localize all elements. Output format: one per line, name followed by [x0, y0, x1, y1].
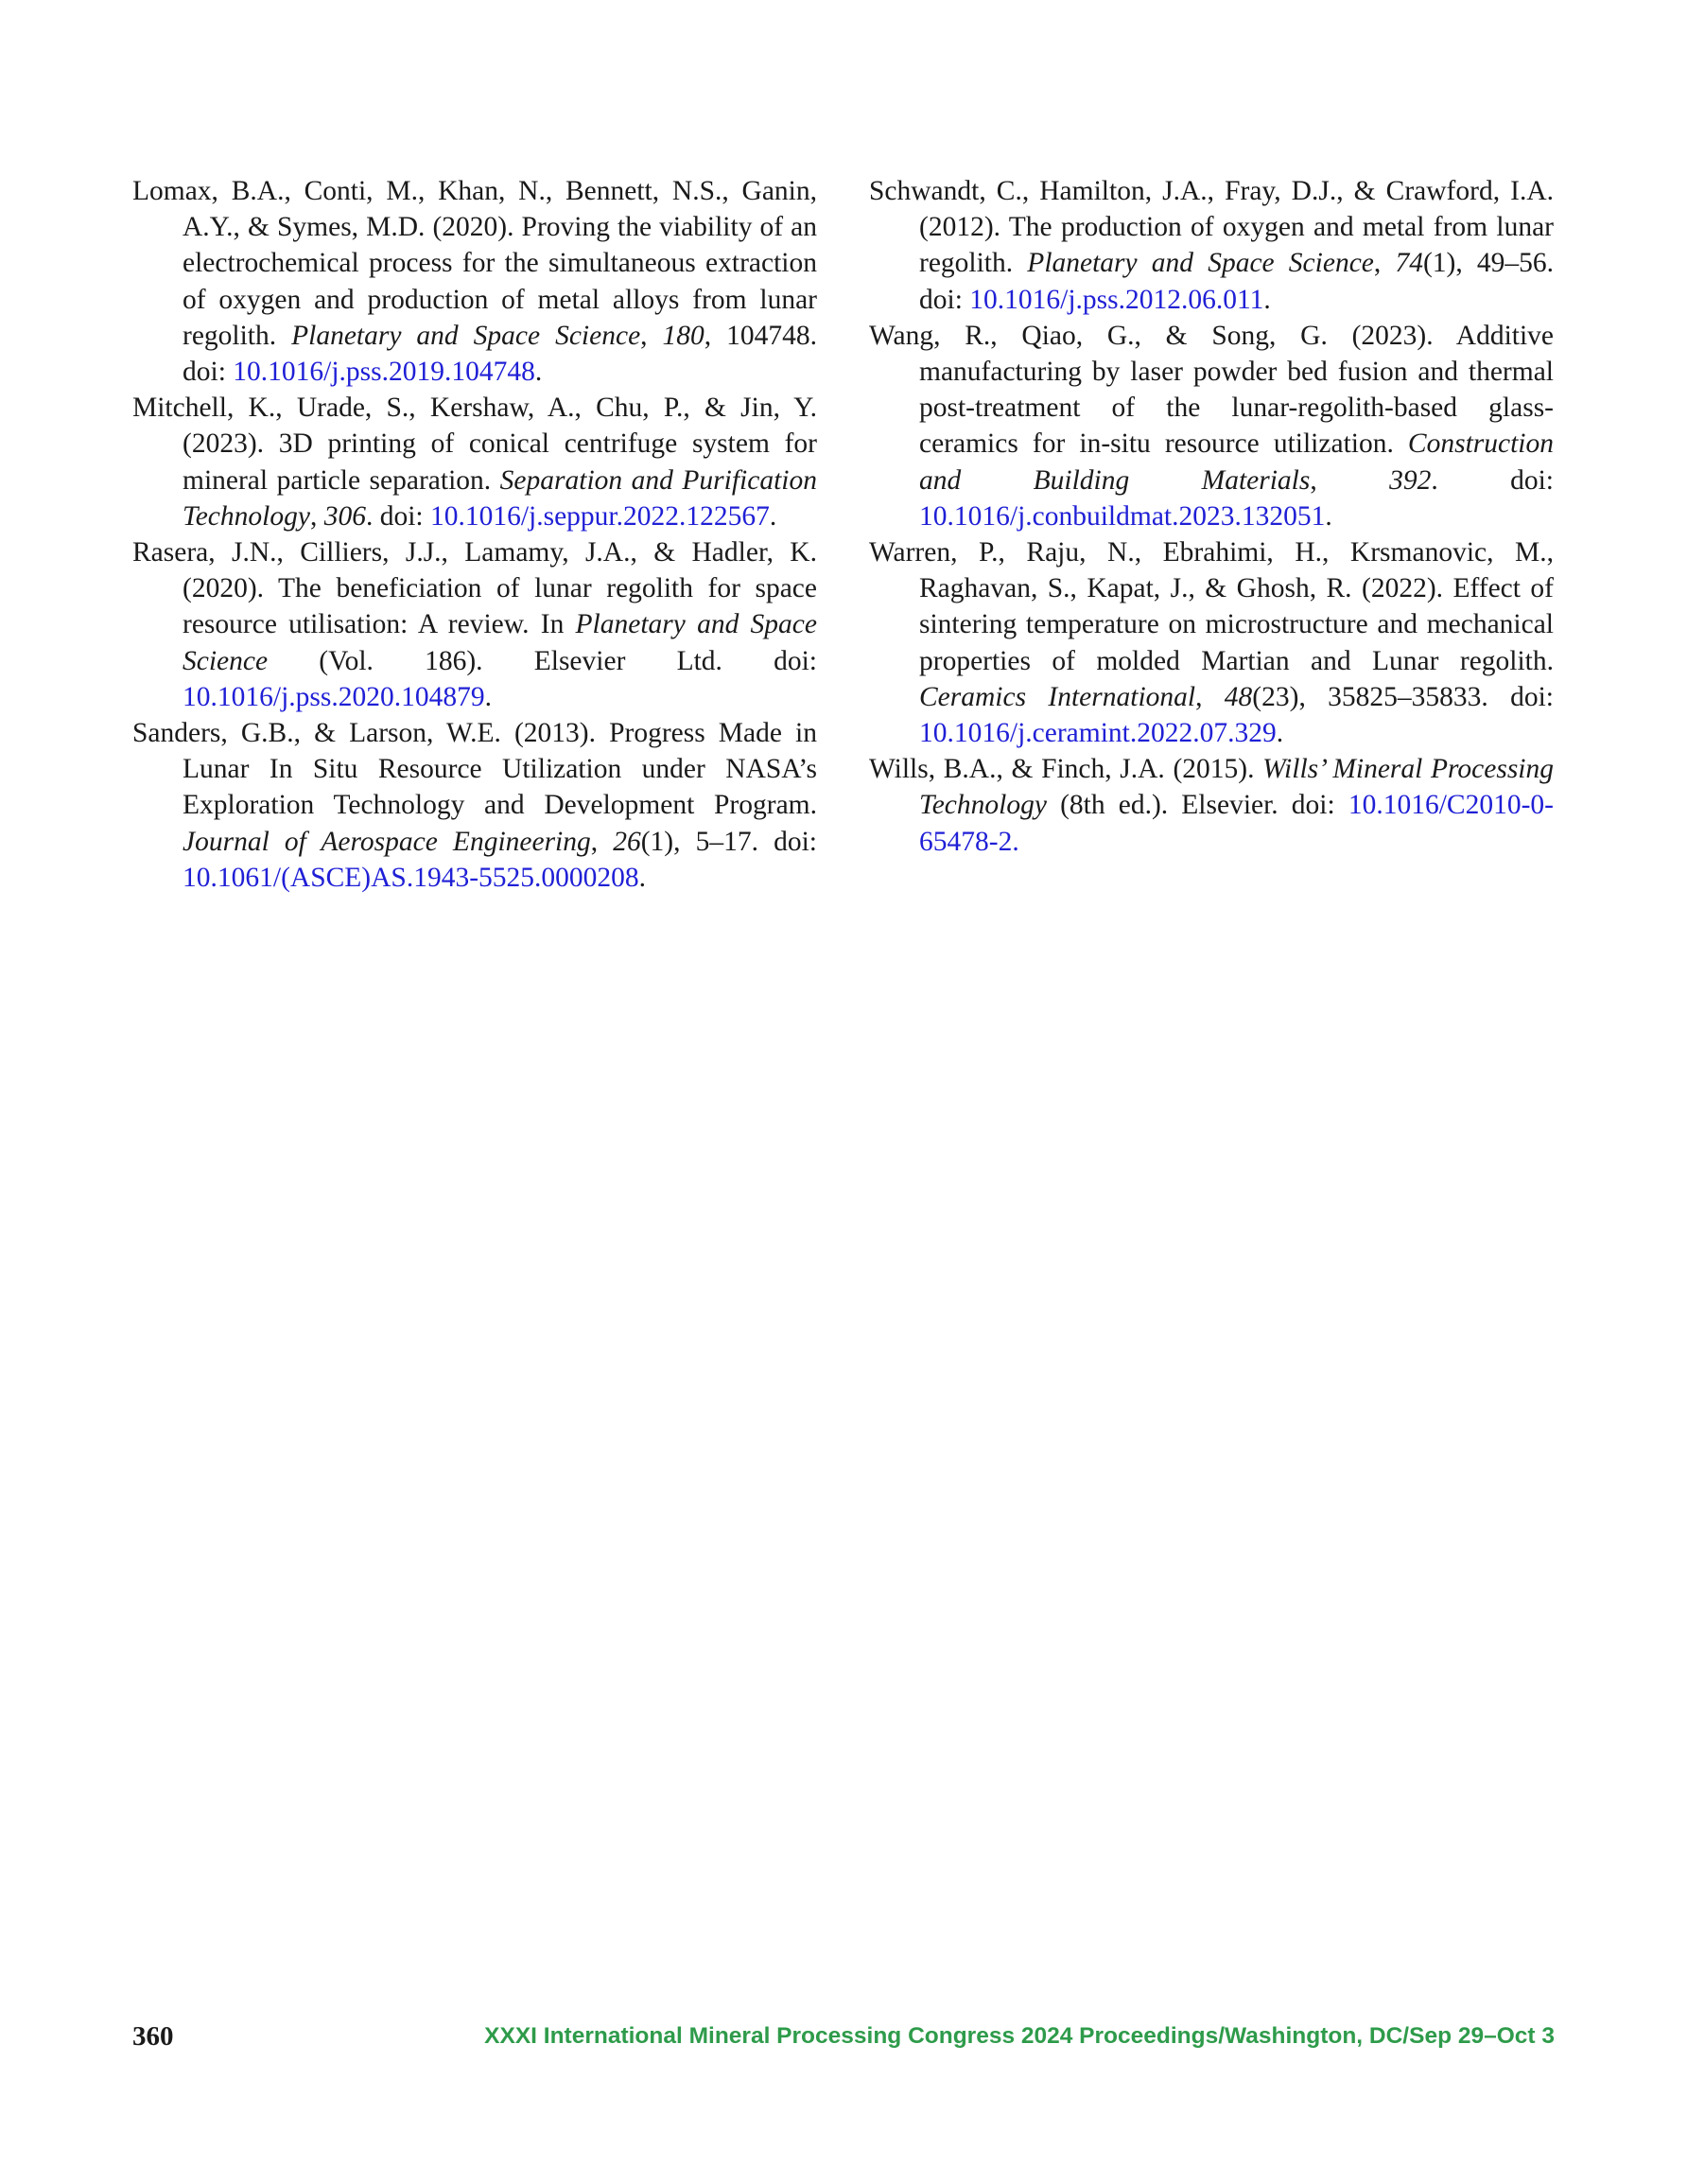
reference-end: .: [769, 500, 777, 532]
doi-link[interactable]: 10.1061/(ASCE)AS.1943-5525.0000208: [183, 862, 639, 893]
reference-separator: ,: [640, 320, 663, 351]
reference-entry: [132, 390, 817, 534]
reference-separator: (Vol. 186). Elsevier Ltd. doi:: [268, 645, 817, 676]
reference-entry: [132, 173, 817, 390]
reference-volume: 26: [613, 826, 641, 857]
reference-separator: ,: [1195, 681, 1225, 712]
reference-details: , 104748. doi:: [183, 320, 818, 388]
reference-volume: 74: [1395, 248, 1423, 279]
doi-link[interactable]: 10.1016/j.conbuildmat.2023.132051: [919, 500, 1326, 532]
reference-journal: Ceramics International: [919, 681, 1196, 712]
reference-journal: Construction and Building Materials: [919, 428, 1554, 496]
reference-entry: [132, 715, 817, 896]
reference-end: .: [638, 862, 647, 893]
reference-authors-title: Wills, B.A., & Finch, J.A. (2015).: [869, 754, 1263, 785]
reference-volume: 392: [1389, 464, 1432, 496]
reference-volume: 180: [662, 320, 704, 351]
reference-authors-title: Sanders, G.B., & Larson, W.E. (2013). Progress Made in Lunar In Situ Resource Utilization under NASA’s Exploration Technology and Development Program.: [132, 718, 817, 821]
reference-entry: [132, 534, 817, 715]
reference-separator: ,: [1310, 464, 1390, 496]
reference-details: . doi:: [1431, 464, 1555, 496]
doi-link[interactable]: 10.1016/j.ceramint.2022.07.329: [919, 718, 1277, 749]
reference-journal: Planetary and Space Science: [1027, 248, 1374, 279]
page-number: 360: [132, 2021, 174, 2052]
reference-entry: [869, 534, 1554, 751]
reference-separator: ,: [309, 500, 324, 532]
reference-journal: Separation and Purification Technology: [183, 464, 817, 532]
reference-entry: [869, 751, 1554, 860]
reference-entry: [869, 173, 1554, 318]
reference-end: .: [484, 681, 492, 712]
reference-details: (1), 49–56. doi:: [919, 248, 1554, 315]
reference-authors-title: Wang, R., Qiao, G., & Song, G. (2023). Additive manufacturing by laser powder bed fusion and thermal post-treatment of the lunar-regolith-based glass-ceramics for in-situ resource utilization.: [869, 320, 1554, 460]
doi-link[interactable]: 10.1016/C2010-0-65478-2.: [919, 790, 1554, 857]
reference-volume: 306: [323, 500, 366, 532]
reference-separator: (8th ed.). Elsevier. doi:: [1046, 790, 1348, 821]
reference-details: (1), 5–17. doi:: [640, 826, 817, 857]
doi-link[interactable]: 10.1016/j.pss.2019.104748: [233, 357, 535, 388]
reference-journal: Journal of Aerospace Engineering: [183, 826, 591, 857]
reference-authors-title: Lomax, B.A., Conti, M., Khan, N., Bennett, N.S., Ganin, A.Y., & Symes, M.D. (2020). Proving the viability of an electrochemical process for the simultaneous extraction of oxygen and production of metal alloys from lunar regolith.: [132, 176, 817, 351]
reference-end: .: [1263, 284, 1271, 315]
reference-details: . doi:: [365, 500, 430, 532]
reference-separator: ,: [590, 826, 614, 857]
reference-separator: ,: [1373, 248, 1396, 279]
reference-entry: [869, 318, 1554, 534]
reference-journal: Wills’ Mineral Processing Technology: [919, 754, 1554, 821]
reference-journal: Planetary and Space Science: [183, 609, 817, 676]
doi-link[interactable]: 10.1016/j.pss.2012.06.011: [969, 284, 1264, 315]
reference-authors-title: Schwandt, C., Hamilton, J.A., Fray, D.J., & Crawford, I.A. (2012). The production of oxygen and metal from lunar regolith.: [869, 176, 1554, 279]
page-footer: [132, 2021, 1555, 2059]
doi-link[interactable]: 10.1016/j.seppur.2022.122567: [429, 500, 770, 532]
doi-link[interactable]: 10.1016/j.pss.2020.104879: [183, 681, 485, 712]
reference-volume: 48: [1224, 681, 1253, 712]
reference-authors-title: Warren, P., Raju, N., Ebrahimi, H., Krsmanovic, M., Raghavan, S., Kapat, J., & Ghosh, R. (2022). Effect of sintering temperature on microstructure and mechanical properties of molded Martian and Lunar regolith.: [869, 537, 1554, 676]
reference-end: .: [534, 357, 543, 388]
reference-journal: Planetary and Space Science: [291, 320, 641, 351]
references-column-right: [869, 173, 1554, 860]
reference-authors-title: Mitchell, K., Urade, S., Kershaw, A., Chu, P., & Jin, Y. (2023). 3D printing of conical centrifuge system for mineral particle separation.: [132, 393, 817, 496]
references-column-left: [132, 173, 817, 896]
running-footer-title: XXXI International Mineral Processing Congress 2024 Proceedings/Washington, DC/Sep 29–Oct 3: [484, 2023, 1555, 2049]
reference-details: (23), 35825–35833. doi:: [1252, 681, 1554, 712]
reference-authors-title: Rasera, J.N., Cilliers, J.J., Lamamy, J.A., & Hadler, K. (2020). The beneficiation of lunar regolith for space resource utilisation: A review. In: [132, 537, 817, 640]
reference-end: .: [1276, 718, 1284, 749]
reference-end: .: [1325, 500, 1332, 532]
